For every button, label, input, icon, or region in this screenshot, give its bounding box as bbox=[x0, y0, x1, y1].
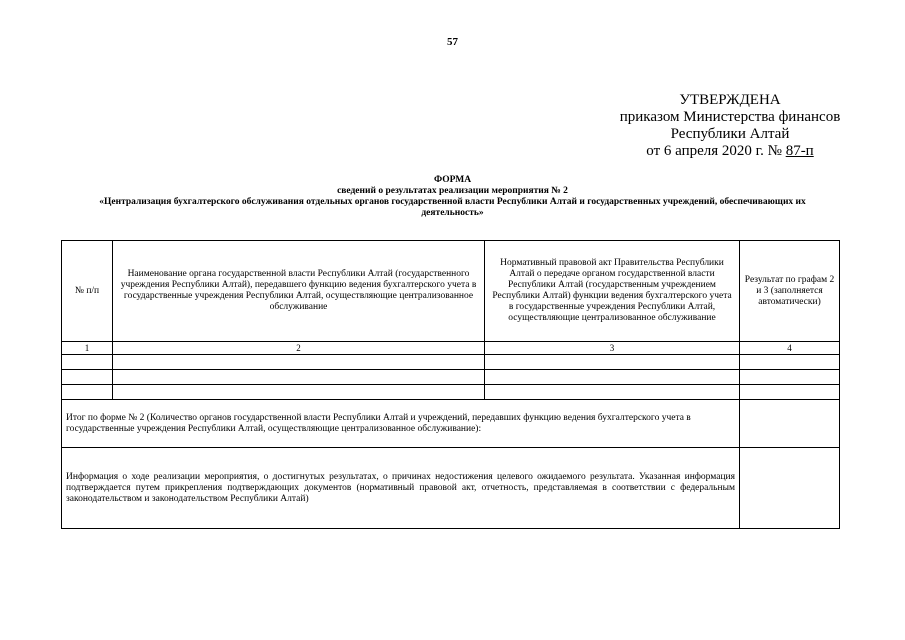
table-cell[interactable] bbox=[740, 385, 840, 400]
form-subtitle: сведений о результатах реализации мероприятия № 2 bbox=[337, 186, 568, 196]
info-value-cell[interactable] bbox=[740, 448, 840, 529]
approval-region: Республики Алтай bbox=[670, 126, 790, 142]
results-table bbox=[61, 240, 840, 529]
table-cell[interactable] bbox=[740, 370, 840, 385]
table-cell[interactable] bbox=[62, 355, 113, 370]
column-number-row bbox=[62, 342, 840, 355]
table-row bbox=[62, 385, 840, 400]
table-cell[interactable] bbox=[485, 370, 740, 385]
table-cell[interactable] bbox=[485, 385, 740, 400]
table-cell[interactable] bbox=[113, 385, 485, 400]
table-cell[interactable] bbox=[113, 370, 485, 385]
approval-title: УТВЕРЖДЕНА bbox=[679, 92, 781, 108]
info-row bbox=[62, 448, 840, 529]
table-header-row bbox=[62, 241, 840, 342]
table-cell[interactable] bbox=[485, 355, 740, 370]
header-cell-number: № п/п bbox=[62, 241, 113, 342]
header-cell-organ: Наименование органа государственной власти Республики Алтай (государственного учреждения Республики Алтай), передавшего функцию ведения бухгалтерского учета в государственные учреждения Республики Алтай, осуществляющие централизованное обслуживание bbox=[113, 241, 485, 342]
approval-date-line bbox=[600, 143, 860, 160]
table-cell[interactable] bbox=[62, 370, 113, 385]
column-number: 1 bbox=[62, 342, 113, 355]
info-text: Информация о ходе реализации мероприятия, о достигнутых результатах, о причинах недостижения целевого ожидаемого результата. Указанная информация подтверждается путем прикрепления подтверждающих документов (нормативный правовой акт, отчетность, представляемая в соответствии с федеральным законодательством и законодательством Республики Алтай) bbox=[62, 448, 740, 529]
table-cell[interactable] bbox=[740, 355, 840, 370]
page-number: 57 bbox=[447, 36, 458, 48]
table-cell[interactable] bbox=[113, 355, 485, 370]
total-label: Итог по форме № 2 (Количество органов государственной власти Республики Алтай и учреждений, передавших функцию ведения бухгалтерского учета в государственные учреждения Республики Алтай, осуществляющие централизованное обслуживание): bbox=[62, 400, 740, 448]
approval-stamp bbox=[600, 92, 860, 160]
total-value-cell[interactable] bbox=[740, 400, 840, 448]
column-number: 2 bbox=[113, 342, 485, 355]
form-heading bbox=[90, 175, 815, 219]
approval-date: от 6 апреля 2020 г. № bbox=[646, 143, 782, 159]
form-title: ФОРМА bbox=[433, 175, 472, 185]
form-name: «Централизация бухгалтерского обслуживания отдельных органов государственной власти Республики Алтай и государственных учреждений, обеспечивающих их деятельность» bbox=[99, 197, 806, 218]
table-row bbox=[62, 355, 840, 370]
header-cell-result: Результат по графам 2 и 3 (заполняется автоматически) bbox=[740, 241, 840, 342]
column-number: 4 bbox=[740, 342, 840, 355]
approval-order-number: 87-п bbox=[785, 143, 814, 159]
table-row bbox=[62, 370, 840, 385]
total-row bbox=[62, 400, 840, 448]
header-cell-legal-act: Нормативный правовой акт Правительства Республики Алтай о передаче органом государственной власти Республики Алтай (государственным учреждением Республики Алтай) функции ведения бухгалтерского учета в государственные учреждения Республики Алтай, осуществляющие централизованное обслуживание bbox=[485, 241, 740, 342]
approval-ministry: приказом Министерства финансов bbox=[619, 109, 841, 125]
table-cell[interactable] bbox=[62, 385, 113, 400]
column-number: 3 bbox=[485, 342, 740, 355]
